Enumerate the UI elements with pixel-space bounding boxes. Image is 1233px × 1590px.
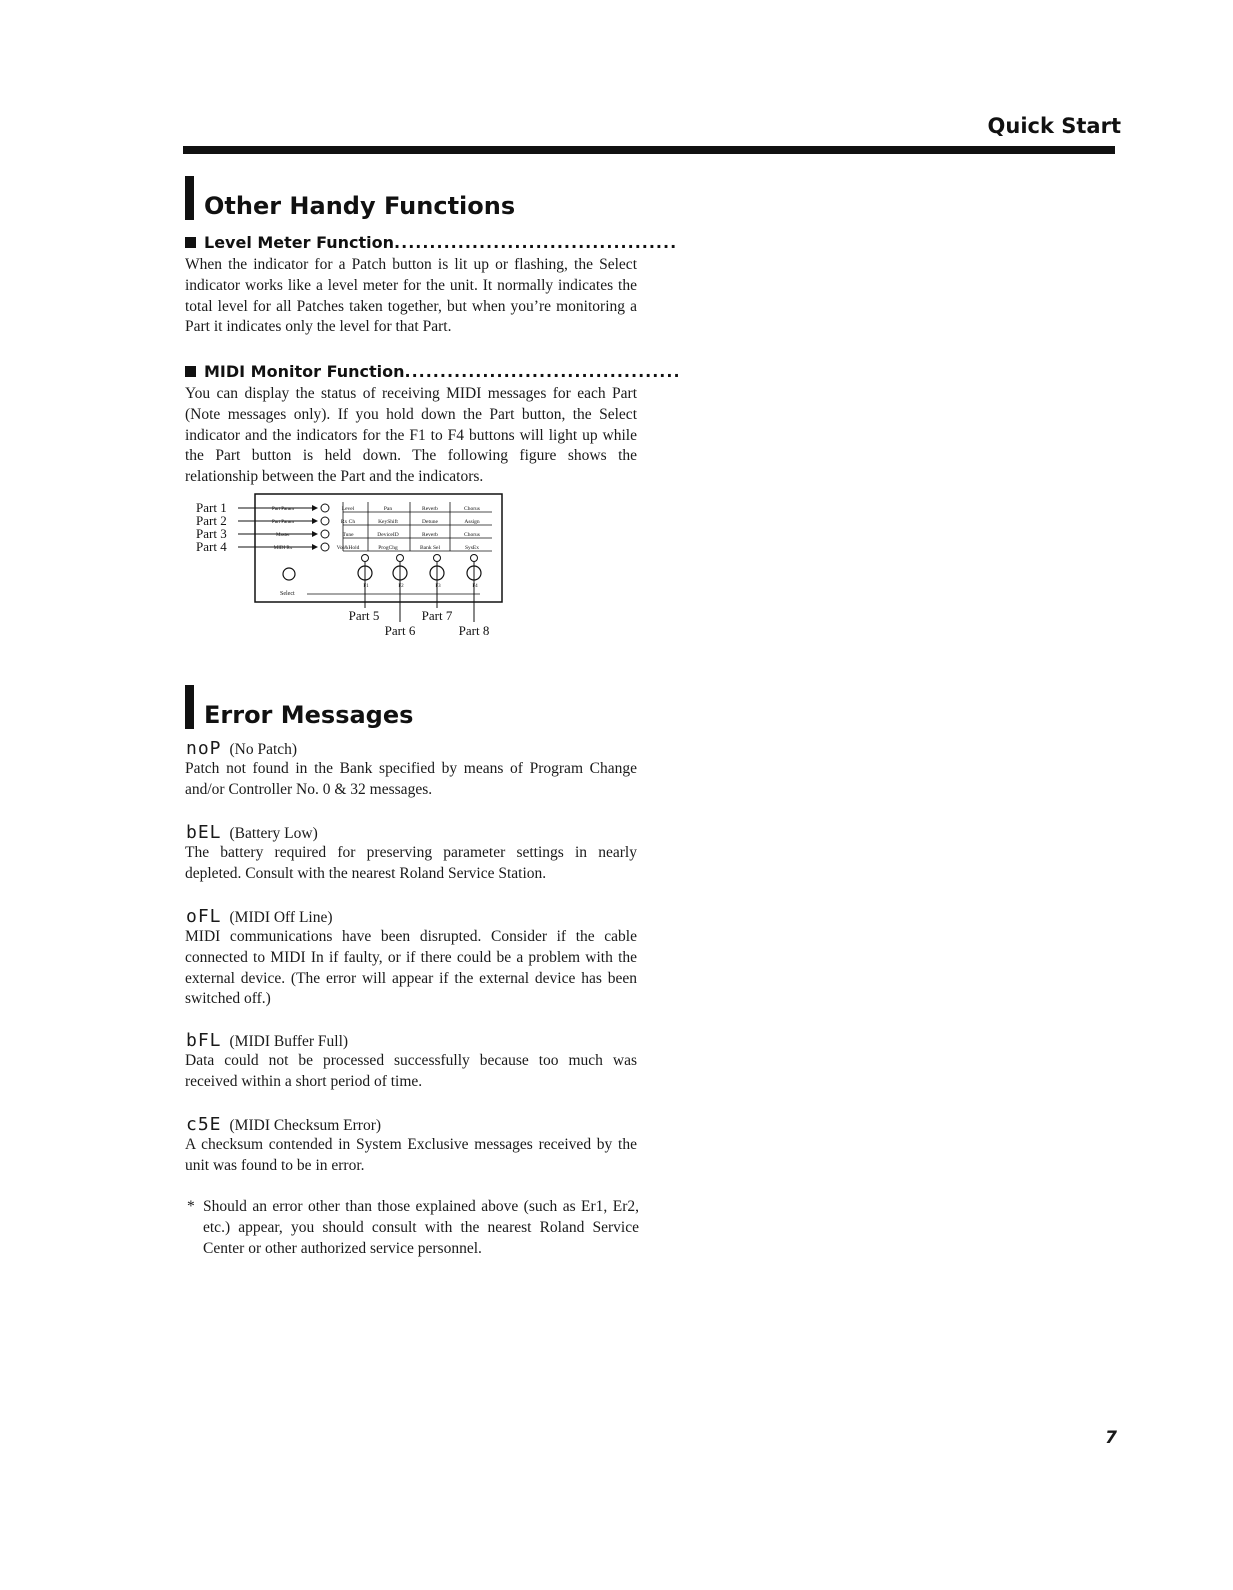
grid-cell: Vol&Hold <box>336 545 360 551</box>
grid-cell: Reverb <box>422 532 438 538</box>
f1-label: F1 <box>363 584 369 589</box>
f1-led-icon <box>362 555 369 562</box>
part-label-left: Part 1 <box>196 500 227 515</box>
arrow-head-icon <box>312 544 318 550</box>
row-indicator-led <box>321 517 329 525</box>
error-body-nop: Patch not found in the Bank specified by means of Program Change and/or Controller No. 0 & 32 messages. <box>185 760 637 798</box>
f4-button <box>467 555 481 623</box>
row-label: Part Param <box>271 507 295 512</box>
footnote-text: Should an error other than those explained above (such as Er1, Er2, etc.) appear, you should consult with the nearest Roland Service Center or other authorized service personnel. <box>203 1198 639 1257</box>
level-meter-paragraph: When the indicator for a Patch button is lit up or flashing, the Select indicator works like a level meter for the unit. It normally indicates the total level for all Patches taken together, but when you’re monitoring a Part it indicates only the level for that Part. <box>185 256 637 336</box>
error-heading-ofl <box>186 906 333 927</box>
grid-cell: SysEx <box>464 545 480 551</box>
part-label-left: Part 3 <box>196 526 227 541</box>
error-body-bel: The battery required for preserving parameter settings in nearly depleted. Consult with the nearest Roland Service Station. <box>185 844 637 882</box>
grid-cell: Assign <box>464 519 480 525</box>
subsection-title-text: Level Meter Function <box>204 233 395 252</box>
subsection-title-level-meter <box>185 233 677 252</box>
grid-cell: Rx Ch <box>340 519 356 525</box>
f2-label: F2 <box>398 584 404 589</box>
error-code: c5E <box>186 1114 222 1135</box>
section-title-error-messages <box>185 685 413 729</box>
grid-cell: DeviceID <box>377 532 399 538</box>
row-label: Part Param <box>271 520 295 525</box>
leader-dots: ....................................... <box>404 362 681 381</box>
f1-button <box>358 555 372 609</box>
select-button-led <box>283 568 295 580</box>
header-rule <box>183 146 1115 154</box>
parameter-grid <box>337 506 480 551</box>
square-bullet-icon <box>185 237 196 248</box>
select-label: Select <box>280 591 295 597</box>
error-name: (MIDI Checksum Error) <box>229 1117 382 1134</box>
row-indicator-led <box>321 530 329 538</box>
row-indicator-led <box>321 504 329 512</box>
part-label-left: Part 4 <box>196 539 227 554</box>
f3-led-icon <box>434 555 441 562</box>
grid-cell: Chorus <box>464 532 480 538</box>
error-footnote <box>187 1197 639 1259</box>
error-body-c5e: A checksum contended in System Exclusive messages received by the unit was found to be in error. <box>185 1136 637 1174</box>
grid-cell: Level <box>341 506 355 512</box>
grid-cell: Pan <box>383 506 393 512</box>
part-label-bottom: Part 6 <box>384 623 416 638</box>
part-label-left: Part 2 <box>196 513 227 528</box>
grid-cell: Tune <box>342 532 354 538</box>
row-label: MIDI Rx <box>273 546 293 551</box>
leader-dots: ........................................ <box>394 233 678 252</box>
page-number: 7 <box>1105 1428 1117 1448</box>
f3-button <box>430 555 444 609</box>
part-label-bottom: Part 7 <box>421 608 453 623</box>
arrow-head-icon <box>312 518 318 524</box>
f4-label: F4 <box>472 584 478 589</box>
asterisk-icon: * <box>187 1198 195 1215</box>
error-body-bfl: Data could not be processed successfully because too much was received within a short period of time. <box>185 1052 637 1090</box>
figure-row-4 <box>196 539 329 554</box>
row-label: Master <box>276 533 290 538</box>
error-name: (MIDI Buffer Full) <box>229 1033 349 1050</box>
section-bar <box>185 176 194 220</box>
grid-cell: Bank Sel <box>419 545 441 551</box>
grid-cell: Detune <box>422 519 438 525</box>
part-indicator-figure <box>190 490 510 645</box>
f3-label: F3 <box>435 584 441 589</box>
grid-cell: ProgChg <box>378 545 398 551</box>
section-bar <box>185 685 194 729</box>
midi-monitor-paragraph: You can display the status of receiving MIDI messages for each Part (Note messages only). If you hold down the Part button, the Select indicator and the indicators for the F1 to F4 buttons will light up while the Part button is held down. The following figure shows the relationship between the Part and the indicators. <box>185 385 637 486</box>
header-title: Quick Start <box>987 114 1121 138</box>
error-name: (MIDI Off Line) <box>229 909 333 926</box>
error-heading-nop <box>186 738 297 759</box>
row-indicator-led <box>321 543 329 551</box>
subsection-title-text: MIDI Monitor Function <box>204 362 405 381</box>
error-name: (Battery Low) <box>229 825 318 842</box>
f4-led-icon <box>471 555 478 562</box>
subsection-title-midi-monitor <box>185 362 681 381</box>
error-name: (No Patch) <box>229 741 298 758</box>
part-label-bottom: Part 5 <box>348 608 380 623</box>
error-heading-bel <box>186 822 318 843</box>
section-title-text: Other Handy Functions <box>204 192 516 220</box>
arrow-head-icon <box>312 531 318 537</box>
f2-button <box>393 555 407 623</box>
grid-cell: KeyShift <box>378 519 398 525</box>
error-code: bEL <box>186 822 222 843</box>
error-body-ofl: MIDI communications have been disrupted. Consider if the cable connected to MIDI In if faulty, or if there could be a problem with the external device. (The error will appear if the external device has been switched off.) <box>185 928 637 1008</box>
error-heading-c5e <box>186 1114 381 1135</box>
square-bullet-icon <box>185 366 196 377</box>
error-code: noP <box>186 738 222 759</box>
grid-cell: Chorus <box>464 506 480 512</box>
error-code: oFL <box>186 906 222 927</box>
f2-led-icon <box>397 555 404 562</box>
error-code: bFL <box>186 1030 222 1051</box>
grid-cell: Reverb <box>422 506 438 512</box>
error-heading-bfl <box>186 1030 348 1051</box>
section-title-text: Error Messages <box>204 701 414 729</box>
arrow-head-icon <box>312 505 318 511</box>
part-label-bottom: Part 8 <box>458 623 490 638</box>
section-title-other-handy-functions <box>185 176 515 220</box>
